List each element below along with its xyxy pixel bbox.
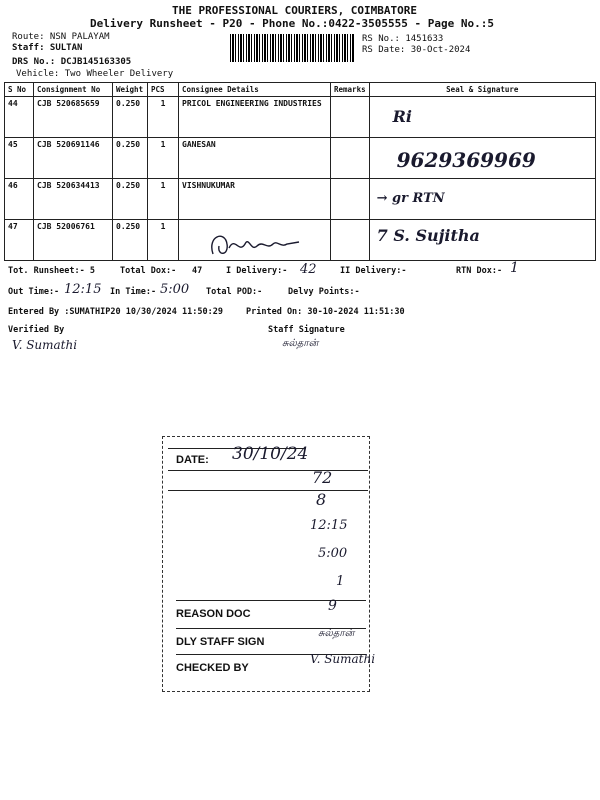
cell-weight: 0.250 [113, 220, 148, 261]
cell-consignment: CJB 520691146 [34, 138, 113, 179]
cell-consignee: VISHNUKUMAR [179, 179, 331, 220]
col-consignment: Consignment No [34, 83, 113, 97]
stamp-date-label: DATE: [176, 454, 209, 466]
cell-consignment: CJB 52006761 [34, 220, 113, 261]
cell-signature [369, 220, 595, 261]
cell-pcs: 1 [148, 220, 179, 261]
drs-label: DRS No.: DCJB145163305 [12, 57, 132, 67]
table-row [5, 138, 596, 179]
staff-label: Staff: SULTAN [12, 43, 83, 53]
col-signature: Seal & Signature [369, 83, 595, 97]
vehicle-label: Vehicle: Two Wheeler Delivery [16, 69, 174, 79]
phone-handwritten: 9629369969 [396, 148, 536, 172]
col-pcs: PCS [148, 83, 179, 97]
verified-signature: V. Sumathi [12, 338, 78, 352]
route-label: Route: NSN PALAYAM [12, 32, 110, 42]
cell-sno: 45 [5, 138, 34, 179]
cell-pcs: 1 [148, 97, 179, 138]
runsheet-subtitle: Delivery Runsheet - P20 - Phone No.:0422-3505555 - Page No.:5 [90, 17, 494, 30]
table-row [5, 179, 596, 220]
signature-scribble: 7 S. Sujitha [376, 226, 480, 245]
rs-date-label: RS Date: 30-Oct-2024 [362, 45, 471, 55]
col-weight: Weight [113, 83, 148, 97]
out-time-label: Out Time:- [8, 287, 60, 297]
stamp-time-out: 12:15 [310, 518, 348, 533]
rtn-note: → gr RTN [376, 191, 445, 206]
stamp-reason-label: REASON DOC [176, 608, 251, 620]
stamp-divider [168, 490, 368, 491]
cell-sno: 47 [5, 220, 34, 261]
signature-scribble: Ri [392, 107, 412, 126]
stamp-value-1: 1 [336, 574, 345, 589]
stamp-dly-staff-label: DLY STAFF SIGN [176, 636, 265, 648]
col-remarks: Remarks [331, 83, 370, 97]
stamp-divider [168, 470, 368, 471]
entered-by: Entered By :SUMATHIP20 10/30/2024 11:50:29 [8, 307, 223, 317]
total-dox-value: 47 [192, 266, 203, 276]
stamp-time-in: 5:00 [318, 546, 348, 561]
i-delivery-value: 42 [300, 262, 317, 277]
col-consignee: Consignee Details [179, 83, 331, 97]
stamp-checked-by-signature: V. Sumathi [310, 652, 376, 666]
cell-weight: 0.250 [113, 97, 148, 138]
total-pod-label: Total POD:- [206, 287, 263, 297]
consignee-signature-scribble [205, 226, 305, 260]
out-time-value: 12:15 [64, 282, 102, 297]
stamp-dly-staff-signature: சுல்தான் [318, 628, 355, 639]
stamp-value-8: 8 [316, 490, 327, 509]
total-dox-label: Total Dox:- [120, 266, 177, 276]
printed-on: Printed On: 30-10-2024 11:51:30 [246, 307, 405, 317]
cell-remarks [331, 97, 370, 138]
company-title: THE PROFESSIONAL COURIERS, COIMBATORE [172, 4, 418, 17]
rs-no-label: RS No.: 1451633 [362, 34, 444, 44]
tot-runsheet: Tot. Runsheet:- 5 [8, 266, 95, 276]
cell-sno: 46 [5, 179, 34, 220]
stamp-divider [176, 600, 366, 601]
stamp-checked-by-label: CHECKED BY [176, 662, 249, 674]
i-delivery-label: I Delivery:- [226, 266, 288, 276]
table-header-row [5, 83, 596, 97]
cell-remarks [331, 179, 370, 220]
cell-pcs: 1 [148, 138, 179, 179]
cell-remarks [331, 138, 370, 179]
barcode [230, 34, 354, 62]
staff-signature: சுல்தான் [282, 338, 319, 349]
ii-delivery-label: II Delivery:- [340, 266, 407, 276]
cell-consignment: CJB 520685659 [34, 97, 113, 138]
cell-consignee: GANESAN [179, 138, 331, 179]
col-sno: S No [5, 83, 34, 97]
cell-consignment: CJB 520634413 [34, 179, 113, 220]
staff-signature-label: Staff Signature [268, 325, 345, 335]
stamp-date-value: 30/10/24 [232, 444, 309, 464]
cell-signature [369, 138, 595, 179]
in-time-label: In Time:- [110, 287, 157, 297]
stamp-value-72: 72 [312, 468, 333, 487]
cell-remarks [331, 220, 370, 261]
cell-pcs: 1 [148, 179, 179, 220]
rtn-dox-value: 1 [510, 260, 519, 276]
cell-consignee: PRICOL ENGINEERING INDUSTRIES [179, 97, 331, 138]
table-row [5, 97, 596, 138]
stamp-reason-value: 9 [328, 598, 337, 614]
in-time-value: 5:00 [160, 282, 190, 297]
cell-weight: 0.250 [113, 138, 148, 179]
verified-by-label: Verified By [8, 325, 65, 335]
rtn-dox-label: RTN Dox:- [456, 266, 503, 276]
cell-weight: 0.250 [113, 179, 148, 220]
cell-signature [369, 97, 595, 138]
delvy-points-label: Delvy Points:- [288, 287, 360, 297]
cell-signature [369, 179, 595, 220]
cell-sno: 44 [5, 97, 34, 138]
